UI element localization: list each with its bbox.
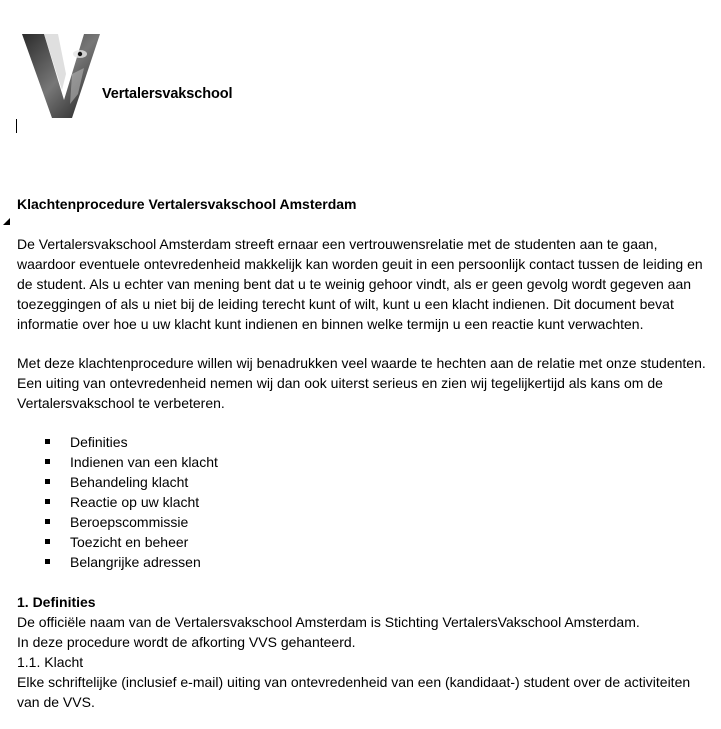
bullet-icon xyxy=(45,499,50,504)
bullet-icon xyxy=(45,479,50,484)
logo-v-mark-icon xyxy=(22,34,102,118)
section-text: In deze procedure wordt de afkorting VVS gehanteerd. xyxy=(17,634,356,650)
section-heading: 1. Definities xyxy=(17,594,96,610)
subsection-heading: 1.1. Klacht xyxy=(17,654,84,670)
bullet-icon xyxy=(45,559,50,564)
text-cursor xyxy=(16,119,17,133)
section-text: Elke schriftelijke (inclusief e-mail) uiting van ontevredenheid van een (kandidaat-) student over de activiteiten van de VVS. xyxy=(17,674,691,710)
list-item: Toezicht en beheer xyxy=(45,532,707,552)
bullet-icon xyxy=(45,519,50,524)
school-logo xyxy=(22,34,262,120)
list-item: Beroepscommissie xyxy=(45,512,707,532)
list-item: Definities xyxy=(45,432,707,452)
document-body xyxy=(17,194,707,712)
list-item: Belangrijke adressen xyxy=(45,552,707,572)
document-title: Klachtenprocedure Vertalersvakschool Amsterdam xyxy=(17,196,357,212)
bullet-icon xyxy=(45,459,50,464)
intro-paragraph-1: De Vertalersvakschool Amsterdam streeft ernaar een vertrouwensrelatie met de studenten aan te gaan, waardoor eventuele ontevredenheid makkelijk kan worden geuit in een persoonlijk contact tussen de leiding en de student. Als u echter van mening bent dat u te weinig gehoor vindt, als er geen gevolg wordt gegeven aan toezeggingen of als u niet bij de leiding terecht kunt of wilt, kunt u een klacht indienen. Dit document bevat informatie over hoe u uw klacht kunt indienen en binnen welke termijn u een reactie kunt verwachten. xyxy=(17,236,703,332)
list-item: Behandeling klacht xyxy=(45,472,707,492)
intro-paragraph-2: Met deze klachtenprocedure willen wij benadrukken veel waarde te hechten aan de relatie met onze studenten. Een uiting van ontevredenheid nemen wij dan ook uiterst serieus en zien wij tegelijkertijd als kans om de Vertalersvakschool te verbeteren. xyxy=(17,355,706,411)
bullet-icon xyxy=(45,539,50,544)
bullet-icon xyxy=(45,439,50,444)
list-item: Indienen van een klacht xyxy=(45,452,707,472)
section-text: De officiële naam van de Vertalersvakschool Amsterdam is Stichting VertalersVakschool Amsterdam. xyxy=(17,614,640,630)
collapse-triangle-icon[interactable] xyxy=(3,218,10,225)
list-item: Reactie op uw klacht xyxy=(45,492,707,512)
logo-text: Vertalersvakschool xyxy=(102,86,233,102)
contents-list xyxy=(17,432,707,572)
